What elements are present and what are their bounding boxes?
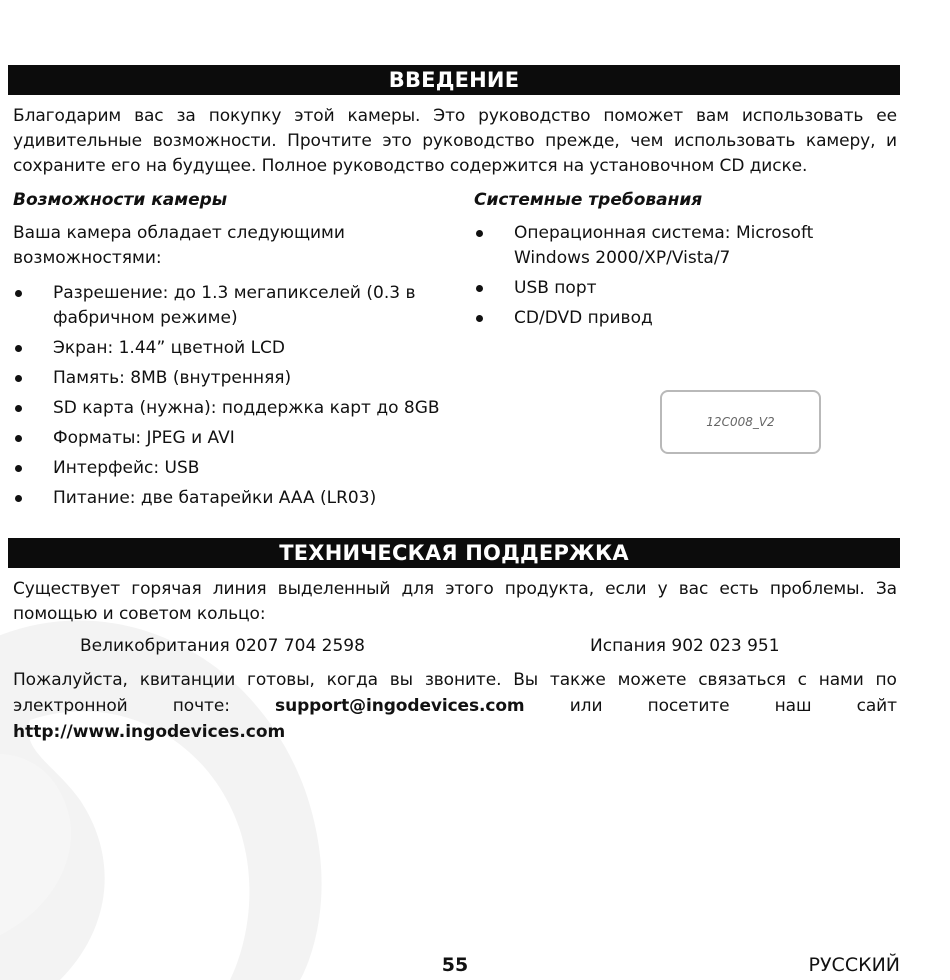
list-item: CD/DVD привод: [474, 306, 834, 331]
page-number: 55: [441, 954, 469, 976]
support-website-link[interactable]: http://www.ingodevices.com: [13, 722, 286, 742]
language-label: РУССКИЙ: [808, 954, 900, 976]
list-item: Экран: 1.44” цветной LCD: [13, 336, 443, 361]
contact-word: когда: [326, 670, 378, 690]
contact-word: по: [875, 670, 897, 690]
list-item: Интерфейс: USB: [13, 456, 443, 481]
support-paragraph: Существует горячая линия выделенный для этого продукта, если у вас есть проблемы. За помощью и советом кольцо:: [13, 579, 897, 624]
features-list: [13, 281, 443, 516]
model-code-box: [660, 390, 821, 454]
contact-word: вы: [389, 670, 413, 690]
contact-word: можете: [617, 670, 687, 690]
phone-uk: Великобритания 0207 704 2598: [80, 636, 365, 656]
model-code: 12C008_V2: [706, 415, 775, 429]
contact-word: посетите: [647, 696, 730, 716]
intro-paragraph: Благодарим вас за покупку этой камеры. Это руководство поможет вам использовать ее удивительные возможности. Прочтите это руководство прежде, чем использовать камеру, и сохраните его на будущее. Полное руководство содержится на установочном CD диске.: [13, 106, 897, 176]
contact-word: Вы: [513, 670, 539, 690]
requirements-list: [474, 221, 834, 336]
list-item: Форматы: JPEG и AVI: [13, 426, 443, 451]
contact-word: Пожалуйста,: [13, 670, 128, 690]
contact-word: квитанции: [139, 670, 236, 690]
contact-word: сайт: [856, 696, 897, 716]
features-heading: Возможности камеры: [13, 190, 228, 210]
intro-banner: ВВЕДЕНИЕ: [8, 65, 900, 95]
list-item: Питание: две батарейки AAA (LR03): [13, 486, 443, 511]
contact-word: также: [549, 670, 606, 690]
contact-word: электронной: [13, 696, 128, 716]
requirements-heading: Системные требования: [474, 190, 703, 210]
contact-word: звоните.: [424, 670, 502, 690]
contact-word: или: [569, 696, 603, 716]
contact-word: нами: [818, 670, 864, 690]
support-banner: ТЕХНИЧЕСКАЯ ПОДДЕРЖКА: [8, 538, 900, 568]
contact-word: с: [797, 670, 807, 690]
list-item: Память: 8MB (внутренняя): [13, 366, 443, 391]
contact-line-1: [13, 668, 897, 693]
contact-word: связаться: [698, 670, 786, 690]
support-email-link[interactable]: support@ingodevices.com: [275, 696, 525, 716]
phone-es: Испания 902 023 951: [590, 636, 780, 656]
list-item: Операционная система: Microsoft Windows 2000/XP/Vista/7: [474, 221, 834, 271]
list-item: Разрешение: до 1.3 мегапикселей (0.3 в фабричном режиме): [13, 281, 443, 331]
contact-word: готовы,: [247, 670, 315, 690]
list-item: USB порт: [474, 276, 834, 301]
contact-line-2: [13, 694, 897, 719]
contact-word: почте:: [172, 696, 230, 716]
list-item: SD карта (нужна): поддержка карт до 8GB: [13, 396, 443, 421]
features-lead: Ваша камера обладает следующими возможностями:: [13, 223, 345, 268]
contact-word: наш: [774, 696, 812, 716]
